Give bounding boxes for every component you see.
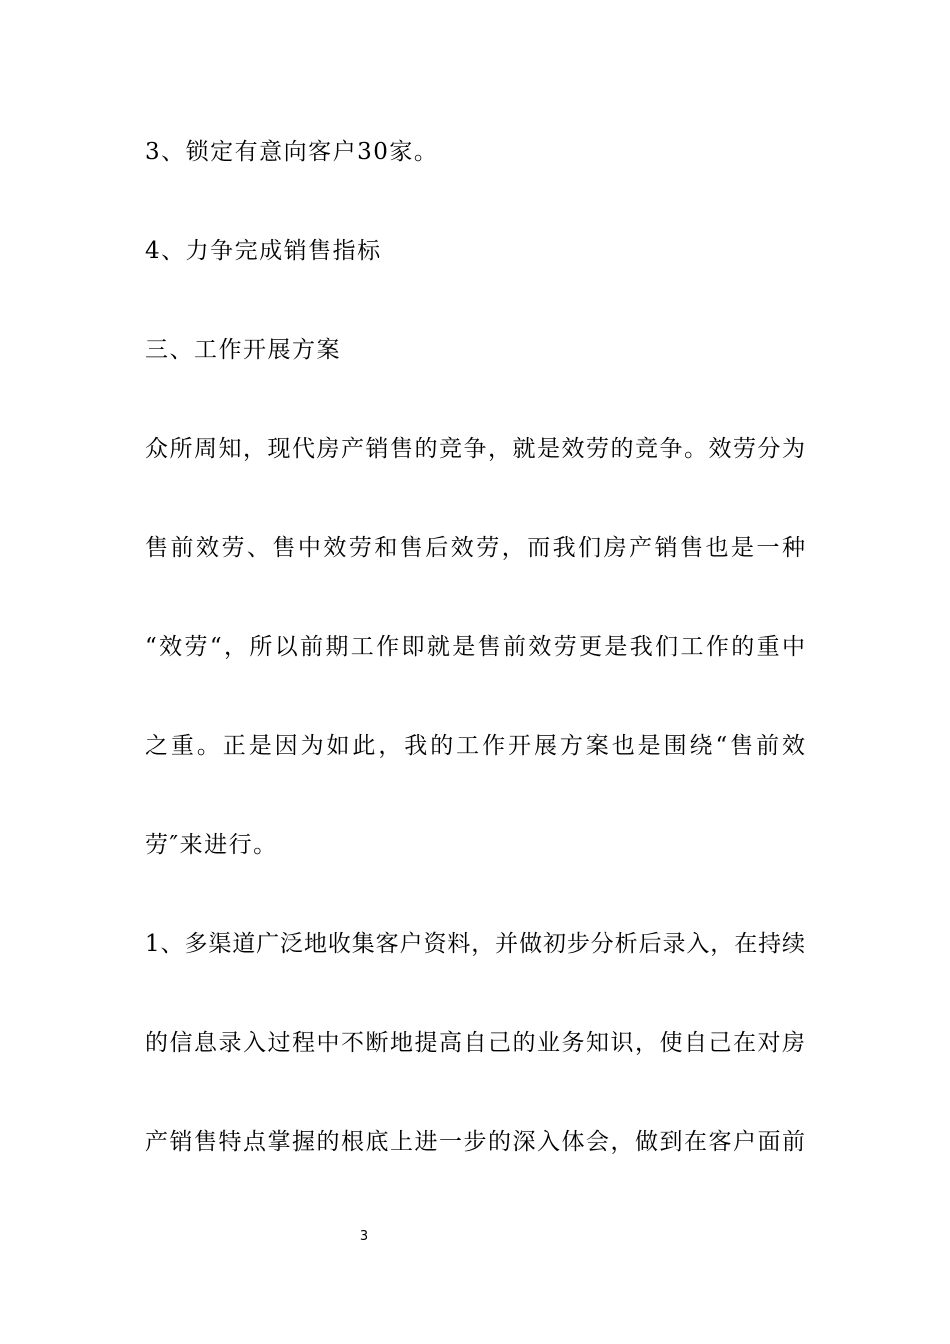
paragraph-line: 众所周知，现代房产销售的竞争，就是效劳的竞争。效劳分为 xyxy=(145,436,805,462)
page-number: 3 xyxy=(359,1229,369,1244)
section-heading: 三、工作开展方案 xyxy=(145,337,341,363)
paragraph-line: 售前效劳、售中效劳和售后效劳，而我们房产销售也是一种 xyxy=(145,535,805,561)
paragraph-line: 产销售特点掌握的根底上进一步的深入体会，做到在客户面前 xyxy=(145,1129,805,1155)
goal-item-3: 3、锁定有意向客户30家。 xyxy=(145,139,439,165)
paragraph-line: 劳″来进行。 xyxy=(145,832,278,858)
paragraph-line: 之重。正是因为如此，我的工作开展方案也是围绕“售前效 xyxy=(145,733,805,759)
paragraph-line: “效劳“，所以前期工作即就是售前效劳更是我们工作的重中 xyxy=(145,634,805,660)
goal-item-4: 4、力争完成销售指标 xyxy=(145,238,382,264)
paragraph-line: 1、多渠道广泛地收集客户资料，并做初步分析后录入，在持续 xyxy=(145,931,805,957)
paragraph-line: 的信息录入过程中不断地提高自己的业务知识，使自己在对房 xyxy=(145,1030,805,1056)
